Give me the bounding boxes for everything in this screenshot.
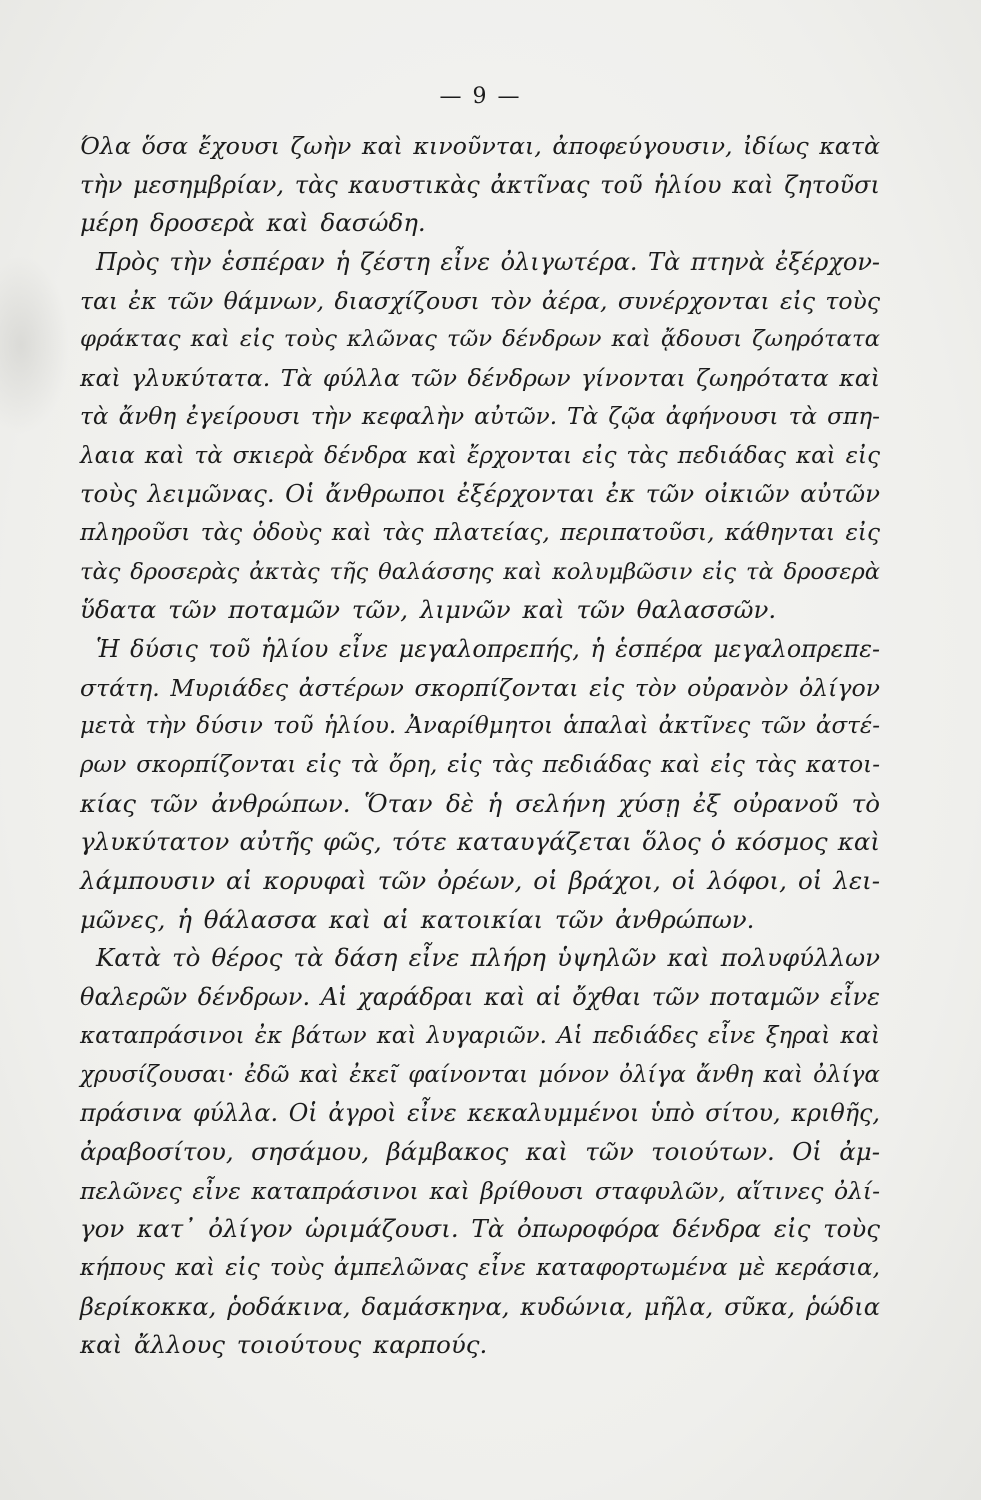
text-line: ἀραβοσίτου, σησάμου, βάμβακος καὶ τῶν τοιούτων. Οἱ ἀμ-	[80, 1136, 880, 1166]
text-line: βερίκοκκα, ῥοδάκινα, δαμάσκηνα, κυδώνια, μῆλα, σῦκα, ῥώδια	[80, 1292, 880, 1321]
text-line: τὰς δροσερὰς ἀκτὰς τῆς θαλάσσης καὶ κολυμβῶσιν εἰς τὰ δροσερὰ	[80, 558, 880, 585]
text-line: στάτη. Μυριάδες ἀστέρων σκορπίζονται εἰς τὸν οὐρανὸν ὀλίγον	[80, 673, 880, 702]
text-line: ὕδατα τῶν ποταμῶν τῶν, λιμνῶν καὶ τῶν θαλασσῶν.	[80, 595, 777, 625]
text-line: ρων σκορπίζονται εἰς τὰ ὄρη, εἰς τὰς πεδιάδας καὶ εἰς τὰς κατοι-	[80, 752, 880, 778]
text-line: θαλερῶν δένδρων. Αἱ χαράδραι καὶ αἱ ὄχθαι τῶν ποταμῶν εἶνε	[80, 983, 880, 1012]
text-line: πληροῦσι τὰς ὁδοὺς καὶ τὰς πλατείας, περιπατοῦσι, κάθηνται εἰς	[80, 518, 880, 546]
text-line: Όλα ὅσα ἔχουσι ζωὴν καὶ κινοῦνται, ἀποφεύγουσιν, ἰδίως κατὰ	[80, 132, 880, 160]
text-line: καὶ ἄλλους τοιούτους καρπούς.	[80, 1330, 488, 1360]
text-line: τοὺς λειμῶνας. Οἱ ἄνθρωποι ἐξέρχονται ἐκ τῶν οἰκιῶν αὐτῶν	[80, 479, 880, 509]
text-line: Κατὰ τὸ θέρος τὰ δάση εἶνε πλήρη ὑψηλῶν καὶ πολυφύλλων	[96, 943, 880, 973]
text-line: λάμπουσιν αἱ κορυφαὶ τῶν ὀρέων, οἱ βράχοι, οἱ λόφοι, οἱ λει-	[80, 866, 880, 896]
body-text	[80, 127, 880, 1365]
text-line: κήπους καὶ εἰς τοὺς ἀμπελῶνας εἶνε καταφορτωμένα μὲ κεράσια,	[80, 1254, 880, 1281]
text-line: καταπράσινοι ἐκ βάτων καὶ λυγαριῶν. Αἱ πεδιάδες εἶνε ξηραὶ καὶ	[80, 1022, 880, 1049]
text-line: λαια καὶ τὰ σκιερὰ δένδρα καὶ ἔρχονται εἰς τὰς πεδιάδας καὶ εἰς	[80, 442, 880, 469]
text-line: τὰ ἄνθη ἐγείρουσι τὴν κεφαλὴν αὐτῶν. Τὰ ζῷα ἀφήνουσι τὰ σπη-	[80, 402, 880, 430]
text-line: ται ἐκ τῶν θάμνων, διασχίζουσι τὸν ἀέρα, συνέρχονται εἰς τοὺς	[80, 286, 880, 315]
text-line: Ἡ δύσις τοῦ ἡλίου εἶνε μεγαλοπρεπής, ἡ ἑσπέρα μεγαλοπρεπε-	[96, 634, 880, 663]
text-line: τὴν μεσημβρίαν, τὰς καυστικὰς ἀκτῖνας τοῦ ἡλίου καὶ ζητοῦσι	[80, 170, 880, 199]
paper-stain	[0, 255, 70, 435]
page-number-text: — 9 —	[439, 84, 522, 109]
text-line: κίας τῶν ἀνθρώπων. Ὅταν δὲ ἡ σελήνη χύσῃ ἐξ οὐρανοῦ τὸ	[80, 788, 880, 818]
text-line: Πρὸς τὴν ἑσπέραν ἡ ζέστη εἶνε ὀλιγωτέρα. Τὰ πτηνὰ ἐξέρχον-	[96, 248, 880, 277]
text-line: φράκτας καὶ εἰς τοὺς κλῶνας τῶν δένδρων καὶ ᾄδουσι ζωηρότατα	[80, 326, 880, 353]
text-line: γλυκύτατον αὐτῆς φῶς, τότε καταυγάζεται ὅλος ὁ κόσμος καὶ	[80, 827, 880, 857]
text-line: μῶνες, ἡ θάλασσα καὶ αἱ κατοικίαι τῶν ἀνθρώπων.	[80, 904, 755, 934]
text-line: χρυσίζουσαι· ἐδῶ καὶ ἐκεῖ φαίνονται μόνον ὀλίγα ἄνθη καὶ ὀλίγα	[80, 1061, 880, 1088]
text-line: μετὰ τὴν δύσιν τοῦ ἡλίου. Ἀναρίθμητοι ἁπαλαὶ ἀκτῖνες τῶν ἀστέ-	[80, 713, 880, 740]
text-line: πελῶνες εἶνε καταπράσινοι καὶ βρίθουσι σταφυλῶν, αἵτινες ὀλί-	[80, 1176, 880, 1205]
page-number	[0, 84, 981, 109]
text-line: μέρη δροσερὰ καὶ δασώδη.	[80, 208, 426, 238]
text-line: πράσινα φύλλα. Οἱ ἀγροὶ εἶνε κεκαλυμμένοι ὑπὸ σίτου, κριθῆς,	[80, 1099, 880, 1128]
text-line: γον κατ᾽ ὀλίγον ὡριμάζουσι. Τὰ ὀπωροφόρα δένδρα εἰς τοὺς	[80, 1214, 880, 1244]
text-line: καὶ γλυκύτατα. Τὰ φύλλα τῶν δένδρων γίνονται ζωηρότατα καὶ	[80, 364, 880, 393]
